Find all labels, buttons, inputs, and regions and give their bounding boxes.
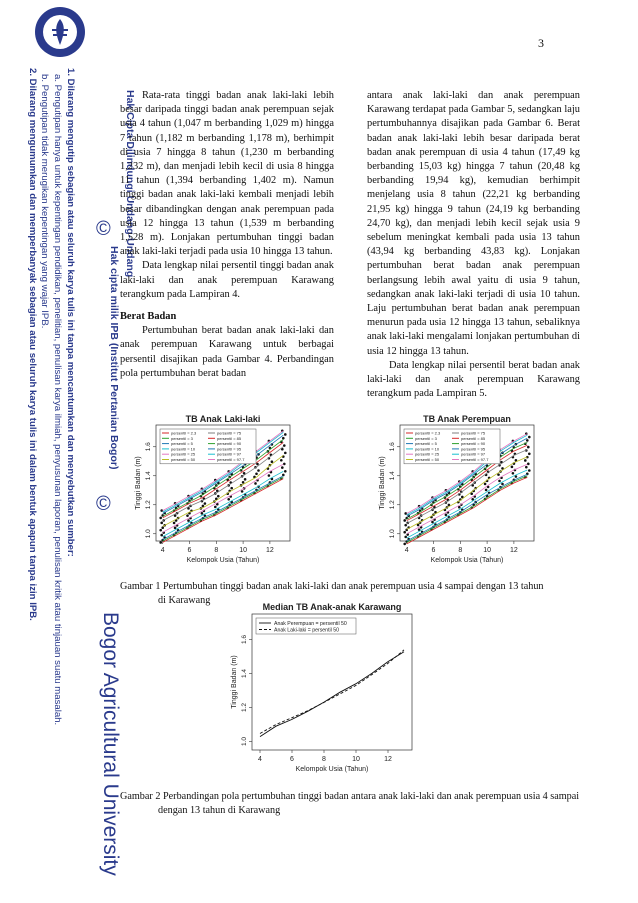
data-point	[257, 469, 260, 472]
chart-title: Median TB Anak-anak Karawang	[262, 602, 402, 612]
legend-label: Anak Laki-laki = persentil 50	[274, 627, 340, 634]
data-point	[527, 463, 530, 466]
x-tick-label: 10	[352, 756, 360, 763]
data-point	[282, 437, 285, 440]
data-point	[271, 460, 274, 463]
y-tick-label: 1.6	[145, 442, 152, 452]
x-tick-label: 12	[384, 756, 392, 763]
data-point	[403, 531, 406, 534]
data-point	[241, 490, 244, 493]
rule-1a: a. Pengutipan hanya untuk kepentingan pendidikan, penelitian, penulisan karya ilmiah, penyusunan laporan, penulisan kritik atau tinjauan suatu masalah.	[52, 74, 64, 726]
data-point	[485, 489, 488, 492]
x-tick-label: 12	[510, 547, 518, 554]
y-tick-label: 1.4	[145, 471, 152, 481]
x-tick-label: 6	[431, 547, 436, 554]
paragraph: Data lengkap nilai persentil tinggi badan anak laki-laki dan anak perempuan Karawang terangkum pada Lampiran 4.	[120, 260, 334, 300]
data-point	[217, 495, 220, 498]
data-point	[445, 513, 448, 516]
right-column	[367, 89, 580, 401]
paragraph: antara anak laki-laki dan anak perempuan Karawang terdapat pada Gambar 5, sedangkan laju pertumbuhannya disajikan pada Gambar 6. Berat badan anak laki-laki lebih besar daripada berat badan anak perempuan di usia 4 tahun (17,49 kg berbanding 15,03 kg) hingga 7 tahun (20,48 kg berbanding 19,94 kg), kemudian berhimpit menjelang usia 8 tahun (22,21 kg berbanding 21,95 kg) hingga 9 tahun (24,19 kg berbanding 24,70 kg), dan menjadi lebih kecil sejak usia 9 sebelum meningkat kembali pada usia 13 tahun (43,94 kg berbanding 43,83 kg). Lonjakan pertumbuhan berat badan anak perempuan berlangsung lebih awal yaitu di usia 9 tahun, sedangkan anak laki-laki terjadi di usia 10 tahun. Laju pertumbuhan berat badan anak perempuan menurun pada usia 12 hingga 13 tahun, sebaliknya anak laki-laki mengalami lonjakan pertumbuhan di usia 12 hingga 13 tahun.	[367, 90, 580, 357]
data-point	[284, 470, 287, 473]
data-point	[161, 526, 164, 529]
data-point	[256, 463, 259, 466]
data-point	[501, 483, 504, 486]
data-point	[160, 509, 163, 512]
y-axis-label: Tinggi Badan (m)	[379, 456, 386, 510]
data-point	[403, 543, 406, 546]
copyright-symbol-2: ©	[96, 493, 111, 515]
data-point	[512, 472, 515, 475]
chart-title: TB Anak Laki-laki	[185, 414, 261, 424]
data-point	[283, 444, 286, 447]
legend-label: persentil = 3	[415, 435, 437, 441]
median-line	[260, 652, 404, 737]
ipb-logo	[34, 6, 86, 58]
rule-1b: b. Pengutipan tidak merugikan kepentingan yang wajar IPB.	[39, 74, 51, 329]
data-point	[174, 527, 177, 530]
y-axis-label: Tinggi Badan (m)	[231, 655, 238, 709]
data-point	[284, 433, 287, 436]
data-point	[511, 466, 514, 469]
legend-label: persentil = 10	[415, 446, 440, 452]
data-point	[244, 478, 247, 481]
median-line	[260, 650, 404, 734]
x-tick-label: 4	[404, 547, 409, 554]
legend-label: persentil = 97	[217, 451, 242, 457]
data-point	[458, 506, 461, 509]
left-column	[120, 89, 334, 381]
data-point	[528, 452, 531, 455]
chart-title: TB Anak Perempuan	[423, 414, 511, 424]
y-tick-label: 1.6	[241, 634, 248, 645]
data-point	[281, 466, 284, 469]
x-tick-label: 8	[214, 547, 219, 554]
y-tick-label: 1.0	[145, 529, 152, 539]
data-point	[160, 534, 163, 537]
section-heading: Berat Badan	[120, 311, 177, 323]
y-tick-label: 1.6	[389, 442, 396, 452]
chart-tb-laki-laki	[126, 411, 294, 579]
legend-label: persentil = 75	[217, 430, 242, 436]
legend-label: persentil = 10	[171, 446, 196, 452]
legend-label: persentil = 85	[217, 435, 242, 441]
percentile-line	[407, 457, 528, 530]
data-point	[498, 480, 501, 483]
legend-label: persentil = 5	[415, 441, 437, 447]
data-point	[201, 512, 204, 515]
rule-2: 2. Dilarang mengumumkan dan memperbanyak sebagian atau seluruh karya tulis ini dalam bentuk apapun tanpa izin IPB.	[26, 68, 38, 621]
percentile-line	[163, 455, 284, 526]
data-point	[528, 436, 531, 439]
data-point	[186, 514, 189, 517]
x-axis-label: Kelompok Usia (Tahun)	[186, 557, 260, 564]
data-point	[526, 439, 529, 442]
data-point	[255, 472, 258, 475]
legend-label: persentil = 90	[461, 441, 486, 447]
x-axis-label: Kelompok Usia (Tahun)	[430, 557, 504, 564]
percentile-line	[407, 470, 528, 538]
data-point	[242, 481, 245, 484]
data-point	[284, 452, 287, 455]
university-name: Bogor Agricultural University	[99, 612, 122, 876]
paragraph: Data lengkap nilai persentil berat badan anak laki-laki dan anak perempuan Karawang terangkum pada Lampiran 5.	[367, 359, 580, 400]
data-point	[403, 519, 406, 522]
chart-tb-perempuan	[370, 411, 538, 579]
data-point	[159, 517, 162, 520]
data-point	[431, 521, 434, 524]
x-tick-label: 4	[258, 756, 262, 763]
legend-label: persentil = 95	[217, 446, 242, 452]
data-point	[525, 466, 528, 469]
data-point	[173, 522, 176, 525]
copyright-owner: Hak cipta milik IPB (Institut Pertanian Bogor)	[108, 246, 120, 470]
y-tick-label: 1.0	[241, 736, 248, 747]
legend-label: persentil = 95	[461, 446, 486, 452]
data-point	[528, 469, 531, 472]
percentile-line	[407, 464, 528, 534]
data-point	[524, 459, 527, 462]
y-tick-label: 1.0	[389, 529, 396, 539]
x-tick-label: 10	[483, 547, 491, 554]
paragraph: Rata-rata tinggi badan anak laki-laki lebih besar daripada tinggi badan anak perempuan sejak usia 4 tahun (1,047 m berbanding 1,029 m) hingga 7 tahun (1,182 m berbanding 1,178 m), berhimpit di usia 7 hingga 8 tahun (1,230 m berbanding 1,232 m), dan menjadi lebih kecil di usia 8 hingga 11 tahun (1,394 berbanding 1,402 m). Namun tinggi badan anak laki-laki kembali menjadi lebih besar dibandingkan dengan anak perempuan pada usia 12 hingga 13 tahun (1,539 m berbanding 1,528 m). Lonjakan pertumbuhan tinggi badan anak laki-laki terjadi pada usia 10 hingga 13 tahun.	[120, 90, 334, 258]
y-tick-label: 1.4	[241, 668, 248, 679]
x-tick-label: 4	[160, 547, 165, 554]
x-tick-label: 8	[322, 756, 326, 763]
data-point	[230, 487, 233, 490]
y-tick-label: 1.2	[241, 702, 248, 713]
copyright-header: Hak Cipta Dilindungi Undang-Undang	[124, 90, 136, 278]
legend-label: persentil = 97.7	[217, 457, 245, 462]
data-point	[283, 463, 286, 466]
legend-label: persentil = 5	[171, 441, 193, 447]
rule-1: 1. Dilarang mengutip sebagian atau seluruh karya tulis ini tanpa mencantumkan dan menyebutkan sumber:	[65, 68, 76, 557]
plot-frame	[252, 614, 412, 750]
legend-label: persentil = 25	[415, 451, 440, 457]
legend-label: persentil = 97.7	[461, 457, 489, 462]
data-point	[204, 502, 207, 505]
x-tick-label: 12	[266, 547, 274, 554]
legend-label: persentil = 50	[415, 457, 440, 462]
chart-median-tb	[218, 600, 418, 780]
copyright-rules	[25, 68, 76, 725]
data-point	[227, 498, 230, 501]
data-point	[280, 459, 283, 462]
x-tick-label: 6	[290, 756, 294, 763]
copyright-symbol: ©	[96, 218, 111, 240]
y-tick-label: 1.4	[389, 471, 396, 481]
percentile-line	[163, 464, 284, 532]
legend-label: persentil = 75	[461, 430, 486, 436]
paragraph: Pertumbuhan berat badan anak laki-laki dan anak perempuan Karawang untuk berbagai persentil disajikan pada Gambar 4. Perbandingan pola pertumbuhan berat badan	[120, 325, 334, 379]
x-tick-label: 10	[239, 547, 247, 554]
data-point	[160, 522, 163, 525]
y-axis-label: Tinggi Badan (m)	[135, 456, 142, 510]
legend-label: Anak Perempuan = persentil 50	[274, 621, 347, 627]
y-tick-label: 1.2	[389, 500, 396, 510]
data-point	[187, 519, 190, 522]
legend-label: persentil = 2.3	[171, 430, 197, 436]
data-point	[254, 482, 257, 485]
page-number: 3	[538, 36, 544, 50]
data-point	[527, 446, 530, 449]
figure1-caption: Gambar 1 Pertumbuhan tinggi badan anak laki-laki dan anak perempuan usia 4 sampai dengan 13 tahun di Karawang	[120, 581, 544, 606]
data-point	[159, 529, 162, 532]
legend-label: persentil = 25	[171, 451, 196, 457]
data-point	[159, 541, 162, 544]
x-tick-label: 8	[458, 547, 463, 554]
percentile-line	[163, 477, 284, 541]
legend-label: persentil = 50	[171, 457, 196, 462]
data-point	[268, 474, 271, 477]
y-tick-label: 1.2	[145, 500, 152, 510]
data-point	[404, 512, 407, 515]
x-axis-label: Kelompok Usia (Tahun)	[295, 766, 369, 773]
legend-label: persentil = 90	[217, 441, 242, 447]
data-point	[404, 524, 407, 527]
x-tick-label: 6	[187, 547, 192, 554]
legend-label: persentil = 3	[171, 435, 193, 441]
legend-label: persentil = 97	[461, 451, 486, 457]
legend-label: persentil = 85	[461, 435, 486, 441]
data-point	[484, 483, 487, 486]
figure2-caption: Gambar 2 Perbandingan pola pertumbuhan tinggi badan antara anak laki-laki dan anak perempuan usia 4 sampai dengan 13 tahun di Karawang	[120, 791, 580, 816]
legend-label: persentil = 2.3	[415, 430, 441, 436]
data-point	[214, 506, 217, 509]
